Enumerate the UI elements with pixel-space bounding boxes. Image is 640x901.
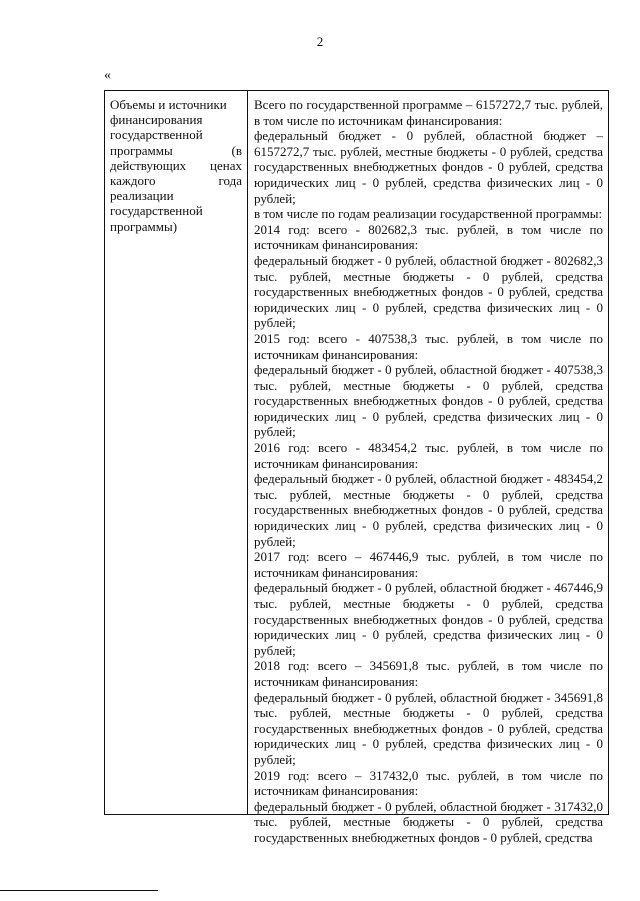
label-line: государственной bbox=[110, 203, 203, 219]
label-line bbox=[110, 173, 242, 188]
financing-paragraph: 2015 год: всего - 407538,3 тыс. рублей, в том числе по источникам финансирования: bbox=[254, 330, 603, 362]
financing-paragraph: федеральный бюджет - 0 рублей, областной бюджет – 6157272,7 тыс. рублей, местные бюджеты - 0 рублей, средства государственных внебюджетных фондов - 0 рублей, средства юридических лиц - 0 рублей, средства физических лиц - 0 рублей; bbox=[254, 128, 603, 206]
label-word: каждого bbox=[110, 173, 156, 189]
financing-paragraph: в том числе по годам реализации государственной программы: bbox=[254, 206, 603, 222]
label-line bbox=[110, 158, 242, 173]
financing-paragraph: Всего по государственной программе – 6157272,7 тыс. рублей, в том числе по источникам финансирования: bbox=[254, 97, 603, 128]
label-line: программы) bbox=[110, 218, 178, 234]
row-content-cell bbox=[248, 91, 608, 845]
row-label-cell bbox=[105, 91, 248, 814]
financing-paragraph: федеральный бюджет - 0 рублей, областной бюджет - 483454,2 тыс. рублей, местные бюджеты - 0 рублей, средства государственных внебюджетных фондов - 0 рублей, средства юридических лиц - 0 рублей, средства физических лиц - 0 рублей; bbox=[254, 471, 603, 549]
financing-paragraph: федеральный бюджет - 0 рублей, областной бюджет - 467446,9 тыс. рублей, местные бюджеты - 0 рублей, средства государственных внебюджетных фондов - 0 рублей, средства юридических лиц - 0 рублей, средства физических лиц - 0 рублей; bbox=[254, 580, 603, 658]
open-quote-mark: « bbox=[104, 68, 111, 83]
financing-paragraph: федеральный бюджет - 0 рублей, областной бюджет - 407538,3 тыс. рублей, местные бюджеты - 0 рублей, средства государственных внебюджетных фондов - 0 рублей, средства юридических лиц - 0 рублей, средства физических лиц - 0 рублей; bbox=[254, 362, 603, 440]
label-word: (в bbox=[231, 142, 242, 158]
financing-paragraph: 2017 год: всего – 467446,9 тыс. рублей, в том числе по источникам финансирования: bbox=[254, 549, 603, 580]
financing-paragraph: федеральный бюджет - 0 рублей, областной бюджет - 345691,8 тыс. рублей, местные бюджеты - 0 рублей, средства государственных внебюджетных фондов - 0 рублей, средства юридических лиц - 0 рублей, средства физических лиц - 0 рублей; bbox=[254, 689, 603, 767]
label-line bbox=[110, 143, 242, 158]
financing-paragraph: 2016 год: всего - 483454,2 тыс. рублей, в том числе по источникам финансирования: bbox=[254, 440, 603, 471]
label-word: программы bbox=[110, 142, 173, 158]
page-number: 2 bbox=[316, 34, 324, 49]
label-line: реализации bbox=[110, 188, 174, 204]
financing-paragraph: федеральный бюджет - 0 рублей, областной бюджет - 802682,3 тыс. рублей, местные бюджеты - 0 рублей, средства государственных внебюджетных фондов - 0 рублей, средства юридических лиц - 0 рублей, средства физических лиц - 0 рублей; bbox=[254, 252, 603, 331]
financing-paragraph: 2019 год: всего – 317432,0 тыс. рублей, в том числе по источникам финансирования: bbox=[254, 767, 603, 799]
passport-table bbox=[104, 90, 609, 845]
financing-paragraph: федеральный бюджет - 0 рублей, областной бюджет - 317432,0 тыс. рублей, местные бюджеты - 0 рублей, средства государственных внебюджетных фондов - 0 рублей, средства bbox=[254, 798, 603, 845]
label-line: финансирования bbox=[110, 112, 203, 128]
label-line: Объемы и источники bbox=[110, 97, 227, 112]
footnote-rule bbox=[0, 890, 158, 891]
label-word: года bbox=[218, 173, 242, 189]
label-word: действующих bbox=[110, 157, 187, 173]
financing-paragraph: 2018 год: всего – 345691,8 тыс. рублей, в том числе по источникам финансирования: bbox=[254, 658, 603, 689]
label-line: государственной bbox=[110, 127, 203, 143]
label-word: ценах bbox=[210, 157, 242, 173]
financing-paragraph: 2014 год: всего - 802682,3 тыс. рублей, в том числе по источникам финансирования: bbox=[254, 221, 603, 253]
